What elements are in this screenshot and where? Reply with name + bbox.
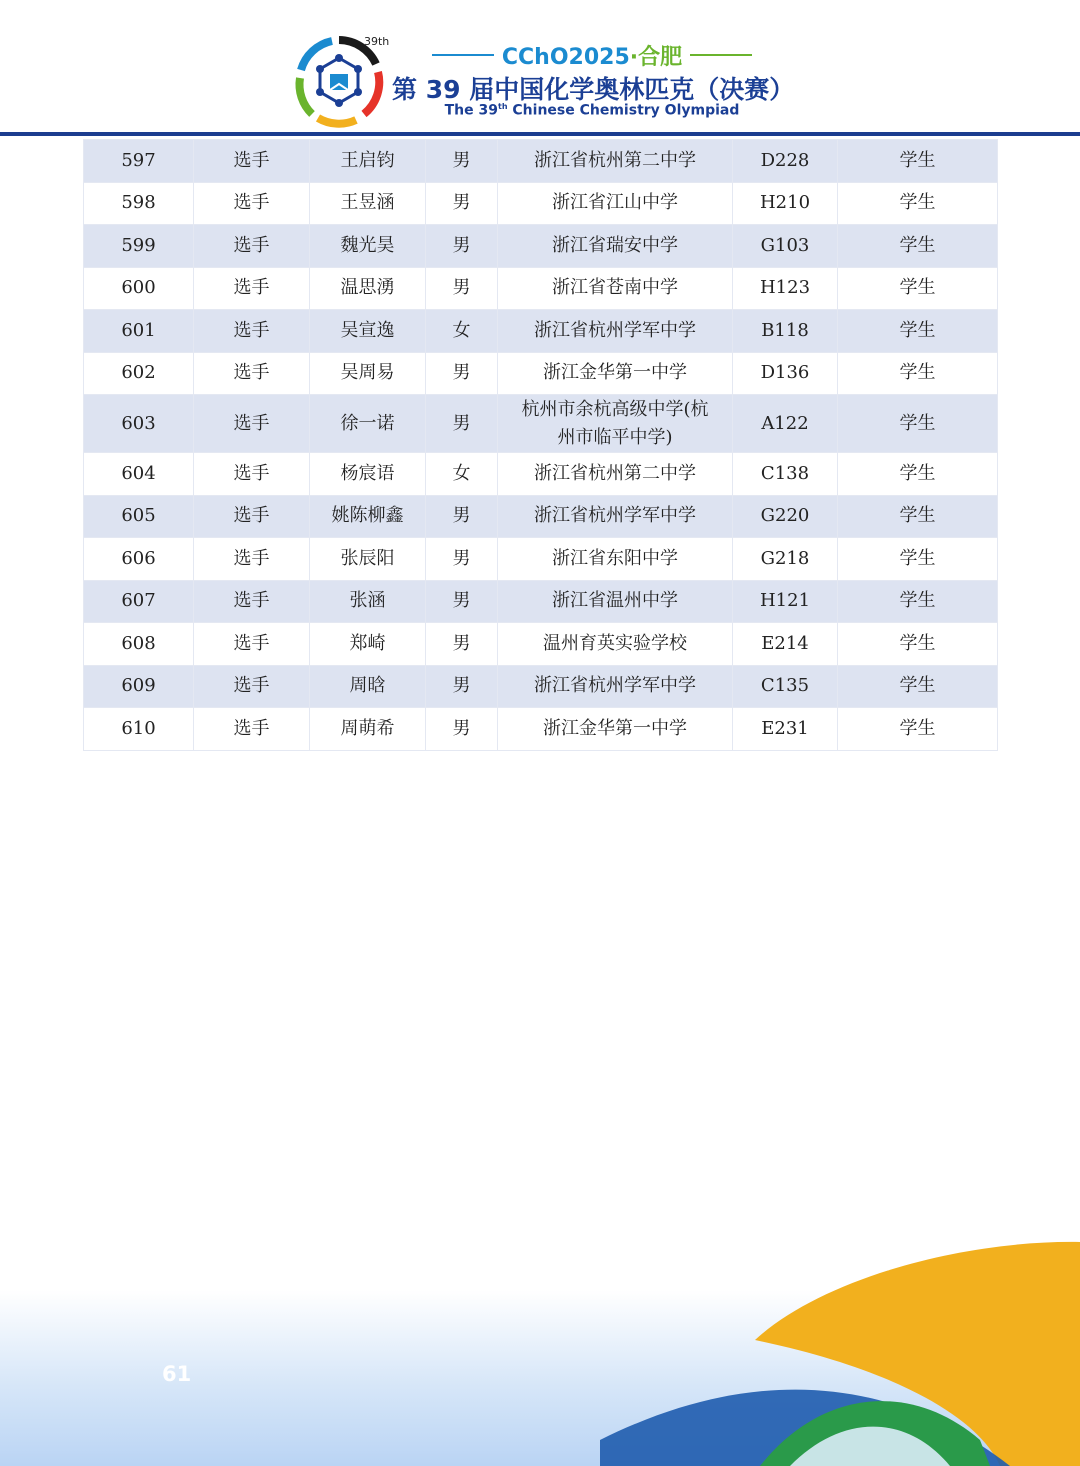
cell-school: 浙江省杭州学军中学: [498, 495, 733, 538]
cell-gender: 男: [426, 538, 498, 581]
cell-name: 王昱涵: [310, 182, 426, 225]
brand-rule-left: [432, 54, 494, 56]
cell-name: 徐一诺: [310, 395, 426, 453]
cell-gender: 男: [426, 665, 498, 708]
table-row: [84, 395, 998, 453]
table-row: [84, 538, 998, 581]
cell-role: 选手: [194, 495, 310, 538]
title-en-prefix: The 39: [444, 102, 498, 119]
brand-text: [502, 40, 682, 71]
cell-identity: 学生: [838, 708, 998, 751]
cell-identity: 学生: [838, 538, 998, 581]
cell-school: 浙江省东阳中学: [498, 538, 733, 581]
cell-role: 选手: [194, 453, 310, 496]
cell-role: 选手: [194, 623, 310, 666]
table-row: [84, 182, 998, 225]
header-divider: [0, 132, 1080, 136]
brand-rule-right: [690, 54, 752, 56]
cell-code: C135: [733, 665, 838, 708]
title-en-suffix: Chinese Chemistry Olympiad: [507, 102, 740, 119]
cell-code: H123: [733, 267, 838, 310]
cell-number: 603: [84, 395, 194, 453]
cell-role: 选手: [194, 538, 310, 581]
brand-separator: ·: [629, 44, 639, 70]
cell-identity: 学生: [838, 453, 998, 496]
cell-identity: 学生: [838, 310, 998, 353]
cell-gender: 男: [426, 495, 498, 538]
cell-code: H210: [733, 182, 838, 225]
cell-identity: 学生: [838, 140, 998, 183]
cell-school-line-1: 杭州市余杭高级中学(杭: [521, 398, 709, 420]
cell-code: C138: [733, 453, 838, 496]
cell-school: 浙江省温州中学: [498, 580, 733, 623]
cell-role: 选手: [194, 182, 310, 225]
title-en-sup: th: [498, 102, 508, 111]
cell-number: 608: [84, 623, 194, 666]
cell-number: 607: [84, 580, 194, 623]
cell-gender: 男: [426, 182, 498, 225]
table-row: [84, 140, 998, 183]
cell-code: G220: [733, 495, 838, 538]
cell-gender: 男: [426, 708, 498, 751]
cell-name: 温思湧: [310, 267, 426, 310]
cell-gender: 男: [426, 225, 498, 268]
cell-gender: 男: [426, 140, 498, 183]
cell-school: 浙江省苍南中学: [498, 267, 733, 310]
footer-arc-decoration-icon: [0, 1240, 1080, 1466]
logo-superscript: 39th: [364, 35, 390, 48]
page-title-en: [392, 102, 792, 119]
cell-role: 选手: [194, 310, 310, 353]
cell-name: 吴周易: [310, 352, 426, 395]
table-row: [84, 495, 998, 538]
cell-code: D228: [733, 140, 838, 183]
cell-identity: 学生: [838, 395, 998, 453]
cell-identity: 学生: [838, 267, 998, 310]
cell-name: 王启钧: [310, 140, 426, 183]
cell-identity: 学生: [838, 352, 998, 395]
cell-code: E231: [733, 708, 838, 751]
cell-name: 魏光昊: [310, 225, 426, 268]
cell-gender: 女: [426, 310, 498, 353]
table-row: [84, 708, 998, 751]
table-row: [84, 453, 998, 496]
table-body: [84, 140, 998, 751]
cell-role: 选手: [194, 708, 310, 751]
cell-school: 浙江金华第一中学: [498, 708, 733, 751]
cell-school: 浙江省杭州学军中学: [498, 665, 733, 708]
cell-number: 610: [84, 708, 194, 751]
cell-name: 张辰阳: [310, 538, 426, 581]
cell-name: 周晗: [310, 665, 426, 708]
brand-line: [432, 40, 752, 70]
ccho-logo-icon: [292, 34, 386, 128]
cell-school-line-2: 州市临平中学): [557, 426, 673, 448]
cell-gender: 女: [426, 453, 498, 496]
cell-name: 姚陈柳鑫: [310, 495, 426, 538]
page-header: [0, 0, 1080, 137]
cell-number: 598: [84, 182, 194, 225]
cell-name: 郑崎: [310, 623, 426, 666]
cell-role: 选手: [194, 140, 310, 183]
cell-number: 597: [84, 140, 194, 183]
cell-identity: 学生: [838, 623, 998, 666]
brand-city: 合肥: [638, 44, 683, 70]
cell-role: 选手: [194, 395, 310, 453]
cell-number: 601: [84, 310, 194, 353]
cell-identity: 学生: [838, 225, 998, 268]
table-row: [84, 580, 998, 623]
cell-gender: 男: [426, 580, 498, 623]
cell-code: B118: [733, 310, 838, 353]
cell-name: 吴宣逸: [310, 310, 426, 353]
cell-school: 浙江省杭州第二中学: [498, 453, 733, 496]
cell-school: 温州育英实验学校: [498, 623, 733, 666]
page-title-cn: 第 39 届中国化学奥林匹克（决赛）: [392, 75, 795, 104]
cell-identity: 学生: [838, 495, 998, 538]
cell-name: 杨宸语: [310, 453, 426, 496]
cell-role: 选手: [194, 665, 310, 708]
cell-school: 浙江省杭州第二中学: [498, 140, 733, 183]
cell-identity: 学生: [838, 580, 998, 623]
cell-school: 浙江省瑞安中学: [498, 225, 733, 268]
table-row: [84, 310, 998, 353]
cell-code: D136: [733, 352, 838, 395]
cell-gender: 男: [426, 395, 498, 453]
table-row: [84, 225, 998, 268]
table-row: [84, 665, 998, 708]
participant-table: [83, 139, 997, 751]
cell-school: [498, 395, 733, 453]
cell-gender: 男: [426, 267, 498, 310]
cell-identity: 学生: [838, 665, 998, 708]
cell-number: 602: [84, 352, 194, 395]
cell-school: 浙江省江山中学: [498, 182, 733, 225]
page-number: 61: [162, 1362, 192, 1386]
cell-role: 选手: [194, 225, 310, 268]
cell-name: 张涵: [310, 580, 426, 623]
cell-role: 选手: [194, 580, 310, 623]
table-row: [84, 352, 998, 395]
table-row: [84, 623, 998, 666]
cell-role: 选手: [194, 352, 310, 395]
cell-number: 604: [84, 453, 194, 496]
cell-number: 599: [84, 225, 194, 268]
cell-number: 606: [84, 538, 194, 581]
cell-code: A122: [733, 395, 838, 453]
cell-number: 600: [84, 267, 194, 310]
table-row: [84, 267, 998, 310]
cell-school: 浙江省杭州学军中学: [498, 310, 733, 353]
cell-role: 选手: [194, 267, 310, 310]
cell-name: 周萌希: [310, 708, 426, 751]
cell-code: G218: [733, 538, 838, 581]
cell-code: E214: [733, 623, 838, 666]
cell-code: H121: [733, 580, 838, 623]
cell-gender: 男: [426, 352, 498, 395]
cell-identity: 学生: [838, 182, 998, 225]
cell-number: 609: [84, 665, 194, 708]
cell-school: 浙江金华第一中学: [498, 352, 733, 395]
cell-gender: 男: [426, 623, 498, 666]
cell-number: 605: [84, 495, 194, 538]
brand-ccho: CChO2025: [501, 44, 630, 70]
cell-code: G103: [733, 225, 838, 268]
